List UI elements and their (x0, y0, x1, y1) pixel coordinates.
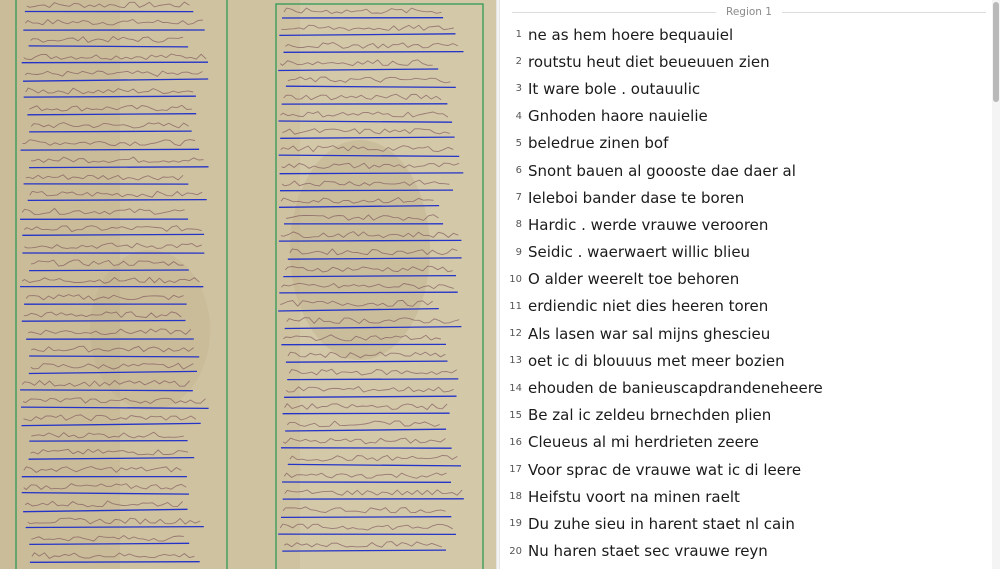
line-text[interactable]: erdiendic niet dies heeren toren (528, 297, 769, 316)
transcription-line[interactable] (500, 48, 988, 75)
baseline[interactable] (284, 52, 464, 53)
line-text[interactable]: oet ic di blouuus met meer bozien (528, 351, 785, 370)
line-number: 15 (509, 409, 522, 421)
baseline[interactable] (281, 517, 451, 518)
line-text[interactable]: It ware bole . outauulic (528, 79, 701, 98)
transcription-line[interactable] (500, 402, 988, 429)
scrollbar-thumb[interactable] (993, 2, 999, 102)
line-number: 3 (515, 83, 522, 95)
region-title: Region 1 (726, 6, 772, 18)
baseline[interactable] (29, 356, 199, 357)
transcription-line[interactable] (500, 483, 988, 510)
baseline[interactable] (279, 240, 462, 241)
line-number: 13 (509, 355, 522, 367)
baseline[interactable] (287, 379, 458, 380)
baseline[interactable] (29, 167, 208, 168)
line-text[interactable]: Als lasen war sal mijns ghescieu (528, 324, 771, 343)
manuscript-image-viewer[interactable] (0, 0, 496, 569)
region-header (512, 4, 986, 20)
line-number: 18 (509, 491, 522, 503)
line-text[interactable]: Snont bauen al goooste dae daer al (528, 161, 796, 180)
transcription-line[interactable] (500, 456, 988, 483)
transcription-line[interactable] (500, 211, 988, 238)
baseline[interactable] (280, 190, 453, 191)
line-text[interactable]: Du zuhe sieu in harent staet nl cain (528, 514, 795, 533)
line-text[interactable]: beledrue zinen bof (528, 134, 669, 153)
baseline[interactable] (28, 200, 207, 201)
line-text[interactable]: Voor sprac de vrauwe wat ic di leere (528, 460, 802, 479)
baseline[interactable] (30, 562, 200, 563)
line-number: 17 (509, 464, 522, 476)
line-text[interactable]: Heifstu voort na minen raelt (528, 487, 740, 506)
line-number: 16 (509, 436, 522, 448)
region-header-rule-right (782, 12, 986, 13)
transcription-line[interactable] (500, 510, 988, 537)
line-number: 1 (515, 29, 522, 41)
baseline[interactable] (26, 527, 204, 528)
line-number: 11 (509, 300, 522, 312)
line-text[interactable]: Ieleboi bander dase te boren (528, 188, 745, 207)
transcription-line[interactable] (500, 538, 988, 565)
baseline[interactable] (22, 62, 208, 63)
line-text[interactable]: Seidic . waerwaert willic blieu (528, 243, 751, 262)
baseline[interactable] (24, 96, 196, 97)
transcription-line[interactable] (500, 103, 988, 130)
line-text[interactable]: Nu haren staet sec vrauwe reyn (528, 542, 768, 561)
manuscript-canvas[interactable] (0, 0, 496, 569)
baseline[interactable] (283, 413, 450, 414)
line-text[interactable]: routstu heut diet beueuuen zien (528, 52, 770, 71)
line-number: 5 (515, 137, 522, 149)
line-number: 4 (515, 110, 522, 122)
panel-scrollbar[interactable] (992, 0, 1000, 569)
transcription-line[interactable] (500, 429, 988, 456)
line-text[interactable]: O alder weerelt toe behoren (528, 270, 740, 289)
transcription-line[interactable] (500, 157, 988, 184)
transcription-line[interactable] (500, 21, 988, 48)
transcription-line[interactable] (500, 293, 988, 320)
transcription-line[interactable] (500, 239, 988, 266)
transcription-lines (500, 21, 988, 565)
baseline[interactable] (29, 131, 192, 132)
baseline[interactable] (29, 441, 187, 442)
line-number: 9 (515, 246, 522, 258)
line-number: 12 (509, 328, 522, 340)
transcription-line[interactable] (500, 320, 988, 347)
transcription-line[interactable] (500, 130, 988, 157)
line-number: 14 (509, 382, 522, 394)
transcription-line[interactable] (500, 75, 988, 102)
line-number: 6 (515, 165, 522, 177)
line-number: 8 (515, 219, 522, 231)
baseline[interactable] (280, 173, 464, 174)
baseline[interactable] (22, 234, 204, 235)
line-number: 2 (515, 56, 522, 68)
line-text[interactable]: ne as hem hoere bequauiel (528, 25, 734, 44)
line-number: 19 (509, 518, 522, 530)
transcription-line[interactable] (500, 184, 988, 211)
baseline[interactable] (21, 149, 200, 150)
transcription-line[interactable] (500, 347, 988, 374)
baseline[interactable] (20, 390, 193, 391)
line-text[interactable]: Cleueus al mi herdrieten zeere (528, 433, 759, 452)
line-number: 7 (515, 192, 522, 204)
baseline[interactable] (279, 292, 457, 293)
line-text[interactable]: Hardic . werde vrauwe verooren (528, 215, 769, 234)
line-number: 10 (509, 273, 522, 285)
region-header-rule-left (512, 12, 716, 13)
line-text[interactable]: Gnhoden haore nauielie (528, 107, 708, 126)
transcription-line[interactable] (500, 374, 988, 401)
line-text[interactable]: ehouden de banieuscapdrandeneheere (528, 379, 823, 398)
baseline[interactable] (29, 270, 189, 271)
baseline[interactable] (22, 321, 186, 322)
line-text[interactable]: Be zal ic zeldeu brnechden plien (528, 406, 772, 425)
transcription-panel (500, 0, 1000, 569)
transcription-line[interactable] (500, 266, 988, 293)
line-number: 20 (509, 545, 522, 557)
